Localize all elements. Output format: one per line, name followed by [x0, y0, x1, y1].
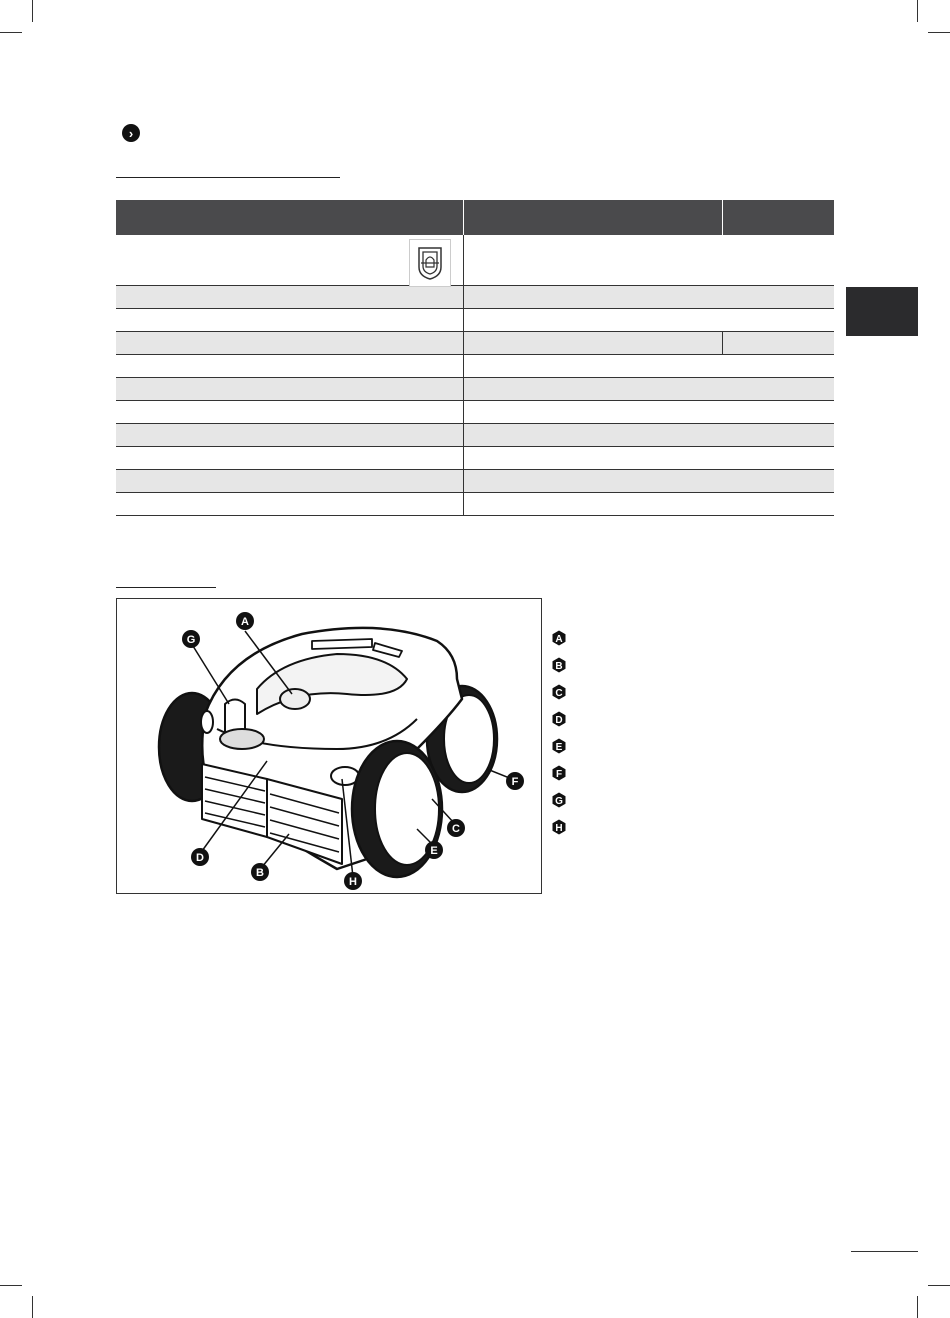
table-cell [463, 235, 834, 286]
table-cell [463, 493, 834, 516]
chevron-glyph: › [128, 125, 134, 141]
legend-item [551, 765, 567, 781]
table-cell [463, 332, 722, 355]
table-cell [463, 401, 834, 424]
shield-robot-icon [409, 239, 451, 287]
table-cell [463, 447, 834, 470]
table-row [116, 332, 834, 355]
callout-b [251, 863, 269, 881]
table-cell [463, 286, 834, 309]
callout-label: B [256, 867, 264, 879]
legend-item [551, 711, 567, 727]
crop-mark-top-right-h [928, 32, 950, 33]
table-row [116, 378, 834, 401]
legend-letter: H [555, 823, 563, 834]
table-header-row [116, 200, 834, 235]
section-heading-underline [116, 177, 340, 178]
crop-mark-top-left-h [0, 32, 22, 33]
table-header-cell [722, 200, 834, 235]
table-cell [116, 401, 463, 424]
crop-mark-bottom-right-h [928, 1285, 950, 1286]
legend-item [551, 657, 567, 673]
legend-letter: G [555, 796, 563, 807]
callout-f [506, 772, 524, 790]
table-row [116, 424, 834, 447]
table-cell [116, 332, 463, 355]
table-header-cell [116, 200, 463, 235]
callout-label: C [452, 823, 460, 835]
table-cell [463, 378, 834, 401]
legend-letter: B [555, 661, 563, 672]
table-row [116, 286, 834, 309]
legend-item [551, 819, 567, 835]
table-row [116, 235, 834, 286]
table-cell [722, 332, 834, 355]
crop-mark-top-right [917, 0, 918, 22]
table-row [116, 401, 834, 424]
callout-a [236, 612, 254, 630]
table-row [116, 355, 834, 378]
table-row [116, 309, 834, 332]
callout-label: D [196, 852, 204, 864]
table-cell [463, 355, 834, 378]
crop-mark-top-left [32, 0, 33, 22]
legend-letter: A [555, 634, 563, 645]
language-tab [846, 287, 918, 336]
table-row [116, 493, 834, 516]
table-cell [116, 309, 463, 332]
crop-mark-bottom-left-h [0, 1285, 22, 1286]
table-cell [463, 470, 834, 493]
callout-label: G [186, 634, 196, 646]
table-cell [116, 378, 463, 401]
legend-item [551, 792, 567, 808]
legend-item [551, 684, 567, 700]
table-cell [116, 286, 463, 309]
crop-mark-bottom-left [32, 1296, 33, 1318]
callout-label: A [241, 616, 249, 628]
table-header-cell [463, 200, 722, 235]
robot-illustration [117, 599, 541, 893]
legend-letter: F [555, 769, 563, 780]
figure-heading-underline [116, 587, 216, 588]
crop-mark-bottom-right [917, 1296, 918, 1318]
table-cell [463, 309, 834, 332]
table-row [116, 447, 834, 470]
callout-label: F [511, 776, 519, 788]
callout-e [425, 841, 443, 859]
top-button [280, 689, 310, 709]
callout-label: H [349, 876, 357, 888]
table-row [116, 470, 834, 493]
table-cell [116, 355, 463, 378]
page-number-rule [851, 1251, 918, 1252]
table-cell [116, 235, 463, 286]
callout-d [191, 848, 209, 866]
specification-table [116, 200, 834, 516]
callout-g [182, 630, 200, 648]
callout-c [447, 819, 465, 837]
callout-label: E [430, 845, 438, 857]
legend-letter: C [555, 688, 563, 699]
callout-h [344, 872, 362, 890]
table-cell [116, 447, 463, 470]
table-cell [116, 470, 463, 493]
legend-letter: D [555, 715, 563, 726]
chevron-right-icon [122, 124, 140, 142]
table-cell [116, 424, 463, 447]
legend-item [551, 630, 567, 646]
table-cell [116, 493, 463, 516]
legend-letter: E [555, 742, 563, 753]
robot-diagram-frame [116, 598, 542, 894]
table-cell [463, 424, 834, 447]
legend-item [551, 738, 567, 754]
